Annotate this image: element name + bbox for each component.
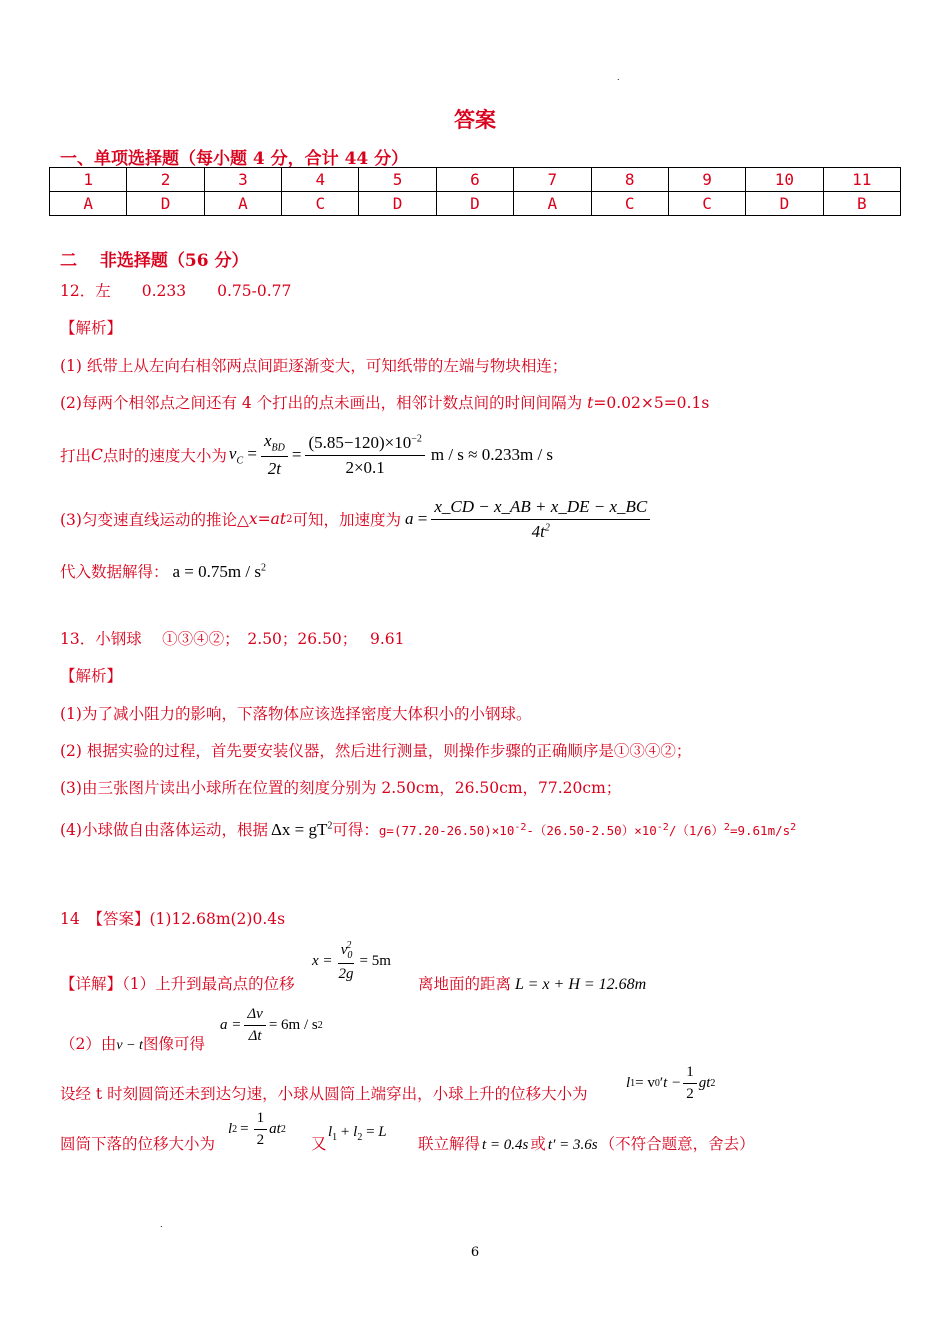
q12-paragraph-5: 代入数据解得： $a = 0.75m / s^2$ xyxy=(60,562,266,581)
q13-paragraph-4: (4)小球做自由落体运动，根据 $\Delta x = gT^2$可得：$g=(77.20-26.50)\times 10^{-2}-(26.50-2.50)\times 10^{-2}/(1/6)^2=9.61m/s^2$ xyxy=(60,820,797,839)
speck-mark: . xyxy=(617,73,620,82)
answer-cell: D xyxy=(359,192,436,216)
page-title: 答案 xyxy=(454,107,496,132)
q14-detail-4-solution: 联立解得 t = 0.4s 或 t′ = 3.6s （不符合题意，舍去） xyxy=(418,1135,755,1153)
question-number-cell: 5 xyxy=(359,168,436,192)
answer-cell: C xyxy=(282,192,359,216)
speck-mark-2: . xyxy=(160,1220,163,1229)
q14-detail-1-text-2: 离地面的距离 L = x + H = 12.68m xyxy=(418,975,647,993)
question-number-cell: 10 xyxy=(746,168,823,192)
question-number-cell: 6 xyxy=(436,168,513,192)
section2-heading: 二 非选择题（56 分） xyxy=(60,251,249,271)
answer-cell: C xyxy=(668,192,745,216)
page-number: 6 xyxy=(470,1245,480,1260)
question-number-cell: 7 xyxy=(514,168,591,192)
q13-analysis-label: 【解析】 xyxy=(60,667,123,685)
acceleration-fraction: $\frac{x\_CD - x\_AB + x\_DE - x\_BC}{4t^2}$ xyxy=(431,497,650,542)
question-number-cell: 2 xyxy=(127,168,204,192)
question-number-cell: 1 xyxy=(50,168,127,192)
question-number-cell: 3 xyxy=(204,168,281,192)
q14-detail-4: 圆筒下落的位移大小为 xyxy=(60,1135,216,1153)
answer-cell: A xyxy=(204,192,281,216)
q13-paragraph-1: (1)为了减小阻力的影响，下落物体应该选择密度大体积小的小钢球。 xyxy=(60,705,532,723)
answer-cell: A xyxy=(514,192,591,216)
q14-tube-displacement-formula: l 2 = $\frac{1}{2}$ at 2 xyxy=(228,1110,286,1148)
q12-paragraph-3: 打出 C 点时的速度大小为 $v_C$ = $\frac{x_{BD}}{2t}$ = $\frac{(5.85-120)\times 10^{-2}}{2\times 0.1}$ m / s ≈ 0.233m / s xyxy=(60,431,554,478)
velocity-fraction: $\frac{x_{BD}}{2t}$ xyxy=(261,431,288,478)
answer-table xyxy=(49,167,901,216)
q14-detail-3: 设经 t 时刻圆筒还未到达匀速，小球从圆筒上端穿出，小球上升的位移大小为 xyxy=(60,1085,588,1103)
answer-cell: C xyxy=(591,192,668,216)
answer-cell: A xyxy=(50,192,127,216)
q14-sum-formula: $l_1 + l_2 = L$ xyxy=(328,1124,387,1143)
answer-cell: D xyxy=(436,192,513,216)
table-row-answers xyxy=(50,192,901,216)
answer-cell: D xyxy=(127,192,204,216)
q12-paragraph-1: (1) 纸带上从左向右相邻两点间距逐渐变大，可知纸带的左端与物块相连； xyxy=(60,357,568,375)
q14-detail-4-also: 又 xyxy=(311,1135,327,1153)
q14-displacement-formula: x = $\frac{v_0^2}{2g}$ = 5m xyxy=(312,940,391,982)
q12-paragraph-2: (2)每两个相邻点之间还有 4 个打出的点未画出，相邻计数点间的时间间隔为 t=0.02×5=0.1s xyxy=(60,394,710,412)
q14-detail-1-label: 【详解】（1）上升到最高点的位移 xyxy=(60,975,295,993)
q13-paragraph-3: (3)由三张图片读出小球所在位置的刻度分别为 2.50cm，26.50cm，77.20cm； xyxy=(60,779,622,797)
table-row-numbers xyxy=(50,168,901,192)
question-number-cell: 4 xyxy=(282,168,359,192)
answer-cell: B xyxy=(823,192,900,216)
q13-paragraph-2: (2) 根据实验的过程，首先要安装仪器，然后进行测量，则操作步骤的正确顺序是①③④②； xyxy=(60,742,692,760)
question-number-cell: 9 xyxy=(668,168,745,192)
question-number-cell: 11 xyxy=(823,168,900,192)
answer-cell: D xyxy=(746,192,823,216)
q14-acceleration-formula: a = $\frac{\Delta v}{\Delta t}$ = 6m / s 2 xyxy=(220,1006,323,1044)
velocity-value-fraction: $\frac{(5.85-120)\times 10^{-2}}{2\times 0.1}$ xyxy=(305,433,424,478)
q14-ball-displacement-formula: l 1 = v 0 ′ t − $\frac{1}{2}$ gt 2 xyxy=(626,1064,716,1102)
q13-answer-line: 13．小钢球 ①③④②； 2.50；26.50； 9.61 xyxy=(60,630,405,648)
q12-answer-line: 12．左 0.233 0.75-0.77 xyxy=(60,282,292,300)
q14-detail-2: （2）由v − t图像可得 xyxy=(60,1035,205,1053)
q12-paragraph-4: (3)匀变速直线运动的推论△ x = at 2 可知，加速度为 a = $\frac{x\_CD - x\_AB + x\_DE - x\_BC}{4t^2}$ xyxy=(60,496,650,542)
q14-answer-line: 14 【答案】(1)12.68m(2)0.4s xyxy=(60,910,286,928)
q12-analysis-label: 【解析】 xyxy=(60,319,123,337)
question-number-cell: 8 xyxy=(591,168,668,192)
section1-heading: 一、单项选择题（每小题 4 分，合计 44 分） xyxy=(60,149,409,169)
